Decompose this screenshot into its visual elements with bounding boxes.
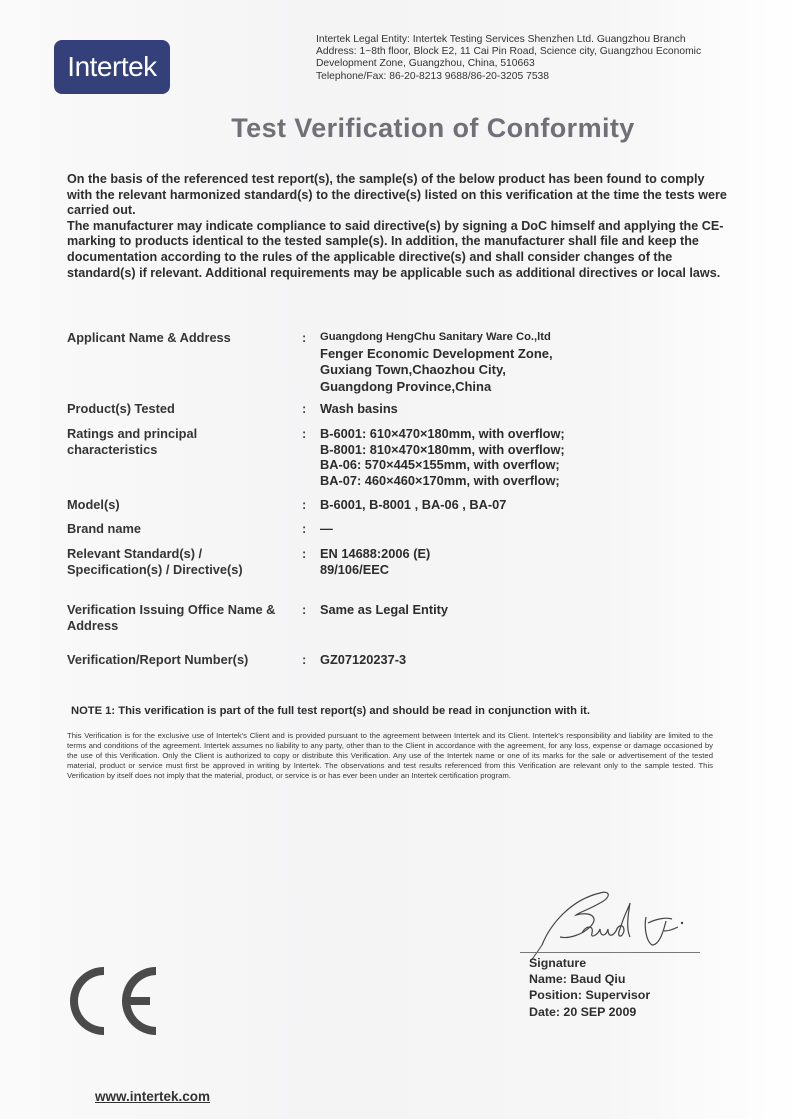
field-value — [320, 426, 740, 488]
field-separator: : — [302, 521, 307, 536]
field-separator: : — [302, 546, 307, 561]
applicant-address-line: Fenger Economic Development Zone, — [320, 345, 553, 361]
legal-entity-block — [316, 34, 776, 83]
field-separator: : — [302, 330, 307, 345]
field-label — [67, 426, 297, 457]
field-label: Model(s) — [67, 497, 120, 512]
address-line: Development Zone, Guangzhou, China, 510663 — [316, 58, 535, 70]
field-label-line: Specification(s) / Directive(s) — [67, 561, 243, 577]
signature-date: Date: 20 SEP 2009 — [529, 1004, 637, 1019]
field-value: Wash basins — [320, 401, 398, 416]
field-separator: : — [302, 401, 307, 416]
field-separator: : — [302, 426, 307, 441]
applicant-address-line: Guangdong Province,China — [320, 378, 492, 394]
rating-line: BA-06: 570×445×155mm, with overflow; — [320, 457, 560, 472]
field-label — [67, 546, 297, 577]
intertek-logo: Intertek — [54, 40, 170, 94]
intro-paragraph: On the basis of the referenced test report(s), the sample(s) of the below product has been found to comply with the relevant harmonized standard(s) to the directive(s) listed on this verification at the time the tests were carried out. — [67, 172, 727, 218]
field-value — [320, 330, 740, 395]
document-title: Test Verification of Conformity — [231, 113, 635, 143]
ce-mark-icon — [70, 965, 170, 1037]
legal-entity-line: Intertek Legal Entity: Intertek Testing Services Shenzhen Ltd. Guangzhou Branch — [316, 34, 686, 45]
field-label: Verification/Report Number(s) — [67, 652, 249, 667]
standard-line: EN 14688:2006 (E) — [320, 546, 431, 561]
field-value — [320, 546, 740, 577]
field-label: Brand name — [67, 521, 141, 536]
field-separator: : — [302, 652, 307, 667]
intro-text — [67, 172, 727, 281]
field-value: — — [320, 521, 333, 536]
signatory-name: Name: Baud Qiu — [529, 972, 626, 987]
field-value: GZ07120237-3 — [320, 652, 407, 667]
field-separator: : — [302, 602, 307, 617]
field-label-line: characteristics — [67, 441, 158, 457]
rating-line: B-6001: 610×470×180mm, with overflow; — [320, 426, 565, 441]
field-label-line: Ratings and principal — [67, 426, 198, 441]
website-link[interactable]: www.intertek.com — [95, 1089, 211, 1104]
telephone-fax-line: Telephone/Fax: 86-20-8213 9688/86-20-3205 7538 — [316, 70, 550, 82]
note-text: NOTE 1: This verification is part of the full test report(s) and should be read in conjunction with it. — [71, 705, 591, 717]
field-label: Product(s) Tested — [67, 401, 175, 416]
intro-paragraph: The manufacturer may indicate compliance to said directive(s) by signing a DoC himself and applying the CE-marking to products identical to the tested sample(s). In addition, the manufacturer shall file and keep the documentation according to the rules of the applicable directive(s) and shall consider changes of the standard(s) if relevant. Additional requirements may be applicable such as additional directives or local laws. — [67, 218, 724, 280]
rating-line: BA-07: 460×460×170mm, with overflow; — [320, 472, 560, 488]
field-value: Same as Legal Entity — [320, 602, 449, 617]
signature-caption: Signature — [529, 956, 587, 970]
applicant-address-line: Guxiang Town,Chaozhou City, — [320, 362, 506, 378]
field-label-line: Relevant Standard(s) / — [67, 546, 203, 561]
field-label: Applicant Name & Address — [67, 330, 231, 345]
field-separator: : — [302, 497, 307, 512]
standard-line: 89/106/EEC — [320, 561, 390, 577]
disclaimer-text: This Verification is for the exclusive use of Intertek's Client and is provided pursuant to the agreement between Intertek and its Client. Intertek's responsibility and liability are limited to the terms and conditions of the agreement. Intertek assumes no liability to any party, other than to the Client in accordance with the agreement, for any loss, expense or damage occasioned by the use of this Verification. Only the Client is authorized to copy or distribute this Verification. Any use of the Intertek name or one of its marks for the sale or advertisement of the tested material, product or service must first be approved in writing by Intertek. The observations and test results referenced from this Verification are relevant only to the sample tested. This Verification by itself does not imply that the material, product, or service is or has ever been under an Intertek certification program. — [67, 731, 713, 780]
rating-line: B-8001: 810×470×180mm, with overflow; — [320, 441, 565, 457]
signatory-position: Position: Supervisor — [529, 988, 651, 1003]
field-label — [67, 602, 297, 633]
signature-block — [529, 955, 650, 1020]
field-value: B-6001, B-8001 , BA-06 , BA-07 — [320, 497, 507, 512]
signature-line — [520, 952, 700, 953]
field-label-line: Address — [67, 617, 119, 633]
field-label-line: Verification Issuing Office Name & — [67, 602, 276, 617]
handwritten-signature — [520, 885, 700, 960]
applicant-company: Guangdong HengChu Sanitary Ware Co.,ltd — [320, 331, 551, 343]
address-line: Address: 1~8th floor, Block E2, 11 Cai Pin Road, Science city, Guangzhou Economic — [316, 46, 702, 58]
